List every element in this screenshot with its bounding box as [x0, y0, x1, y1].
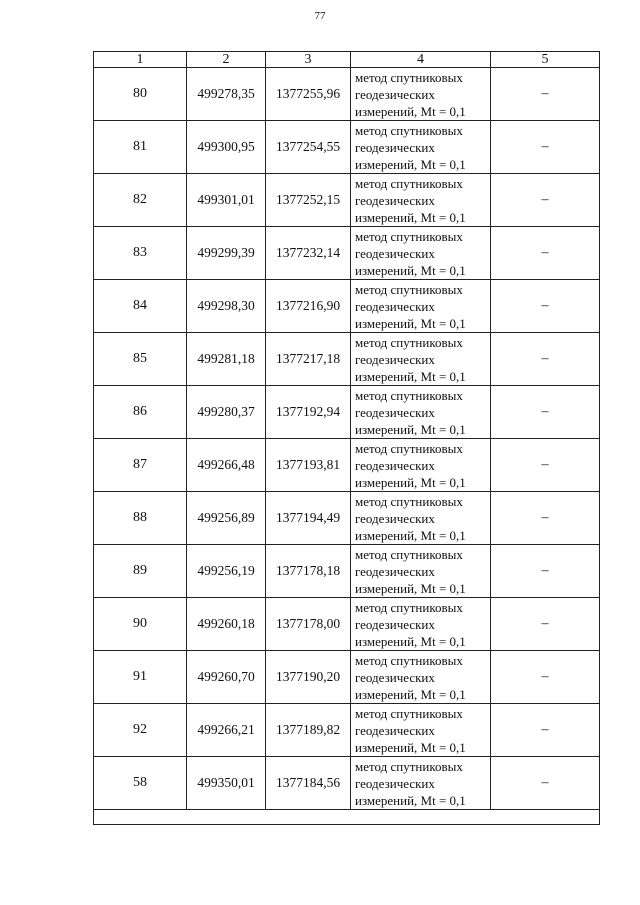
method-line-1: метод спутниковых: [355, 387, 463, 403]
table-row: [94, 227, 600, 280]
table-row: [94, 280, 600, 333]
coordinate-y: 1377184,56: [266, 757, 351, 810]
method-description: [351, 333, 491, 386]
method-description: [351, 280, 491, 333]
method-description: [351, 651, 491, 704]
point-number: 87: [94, 439, 187, 492]
coordinate-x: 499278,35: [187, 68, 266, 121]
note-dash: –: [491, 227, 600, 280]
method-line-1: метод спутниковых: [355, 69, 463, 85]
coordinate-y: 1377254,55: [266, 121, 351, 174]
coordinate-x: 499266,21: [187, 704, 266, 757]
coordinates-table: [93, 51, 600, 825]
method-description: [351, 227, 491, 280]
note-dash: –: [491, 704, 600, 757]
method-line-2: геодезических: [355, 510, 435, 526]
note-dash: –: [491, 68, 600, 121]
table-header-row: [94, 52, 600, 68]
empty-cell: [94, 810, 600, 825]
method-line-3: измерений, Mt = 0,1: [355, 368, 466, 384]
method-line-2: геодезических: [355, 457, 435, 473]
method-description: [351, 492, 491, 545]
point-number: 86: [94, 386, 187, 439]
table-row: [94, 704, 600, 757]
method-line-2: геодезических: [355, 616, 435, 632]
coordinate-x: 499298,30: [187, 280, 266, 333]
header-col-1: 1: [94, 52, 187, 68]
method-line-3: измерений, Mt = 0,1: [355, 739, 466, 755]
point-number: 82: [94, 174, 187, 227]
method-description: [351, 757, 491, 810]
method-line-3: измерений, Mt = 0,1: [355, 633, 466, 649]
method-line-3: измерений, Mt = 0,1: [355, 103, 466, 119]
method-description: [351, 598, 491, 651]
method-line-2: геодезических: [355, 563, 435, 579]
method-description: [351, 704, 491, 757]
table-row: [94, 492, 600, 545]
note-dash: –: [491, 757, 600, 810]
method-description: [351, 545, 491, 598]
method-line-2: геодезических: [355, 298, 435, 314]
note-dash: –: [491, 598, 600, 651]
method-line-2: геодезических: [355, 86, 435, 102]
method-description: [351, 68, 491, 121]
coordinate-x: 499281,18: [187, 333, 266, 386]
method-line-1: метод спутниковых: [355, 122, 463, 138]
method-line-3: измерений, Mt = 0,1: [355, 156, 466, 172]
table-row: [94, 121, 600, 174]
note-dash: –: [491, 333, 600, 386]
method-line-3: измерений, Mt = 0,1: [355, 315, 466, 331]
method-line-1: метод спутниковых: [355, 652, 463, 668]
point-number: 80: [94, 68, 187, 121]
method-description: [351, 386, 491, 439]
point-number: 81: [94, 121, 187, 174]
header-col-4: 4: [351, 52, 491, 68]
coordinate-y: 1377189,82: [266, 704, 351, 757]
table-row: [94, 545, 600, 598]
method-description: [351, 121, 491, 174]
method-line-2: геодезических: [355, 192, 435, 208]
note-dash: –: [491, 439, 600, 492]
table-row: [94, 651, 600, 704]
note-dash: –: [491, 174, 600, 227]
note-dash: –: [491, 545, 600, 598]
coordinate-x: 499256,19: [187, 545, 266, 598]
coordinate-y: 1377178,18: [266, 545, 351, 598]
method-description: [351, 174, 491, 227]
method-line-3: измерений, Mt = 0,1: [355, 421, 466, 437]
header-col-2: 2: [187, 52, 266, 68]
note-dash: –: [491, 121, 600, 174]
method-line-1: метод спутниковых: [355, 334, 463, 350]
header-col-5: 5: [491, 52, 600, 68]
point-number: 84: [94, 280, 187, 333]
table-row: [94, 174, 600, 227]
method-line-2: геодезических: [355, 245, 435, 261]
coordinate-x: 499301,01: [187, 174, 266, 227]
coordinate-y: 1377216,90: [266, 280, 351, 333]
table-body: [94, 68, 600, 825]
coordinate-x: 499300,95: [187, 121, 266, 174]
method-line-3: измерений, Mt = 0,1: [355, 686, 466, 702]
table-row: [94, 439, 600, 492]
method-line-1: метод спутниковых: [355, 546, 463, 562]
coordinate-y: 1377217,18: [266, 333, 351, 386]
table-row: [94, 386, 600, 439]
point-number: 90: [94, 598, 187, 651]
method-line-2: геодезических: [355, 139, 435, 155]
table-row: [94, 333, 600, 386]
coordinate-y: 1377252,15: [266, 174, 351, 227]
table-row: [94, 68, 600, 121]
coordinate-x: 499266,48: [187, 439, 266, 492]
coordinate-y: 1377190,20: [266, 651, 351, 704]
coordinate-y: 1377178,00: [266, 598, 351, 651]
table-row: [94, 598, 600, 651]
coordinate-y: 1377194,49: [266, 492, 351, 545]
note-dash: –: [491, 280, 600, 333]
coordinate-x: 499260,18: [187, 598, 266, 651]
method-line-2: геодезических: [355, 669, 435, 685]
method-line-3: измерений, Mt = 0,1: [355, 474, 466, 490]
method-line-1: метод спутниковых: [355, 228, 463, 244]
coordinate-x: 499260,70: [187, 651, 266, 704]
coordinate-x: 499350,01: [187, 757, 266, 810]
coordinate-y: 1377193,81: [266, 439, 351, 492]
method-line-3: измерений, Mt = 0,1: [355, 792, 466, 808]
method-description: [351, 439, 491, 492]
point-number: 91: [94, 651, 187, 704]
coordinate-x: 499256,89: [187, 492, 266, 545]
method-line-3: измерений, Mt = 0,1: [355, 209, 466, 225]
method-line-1: метод спутниковых: [355, 440, 463, 456]
coordinate-y: 1377232,14: [266, 227, 351, 280]
method-line-3: измерений, Mt = 0,1: [355, 527, 466, 543]
coordinate-y: 1377192,94: [266, 386, 351, 439]
method-line-2: геодезических: [355, 351, 435, 367]
point-number: 89: [94, 545, 187, 598]
coordinate-x: 499280,37: [187, 386, 266, 439]
point-number: 85: [94, 333, 187, 386]
method-line-1: метод спутниковых: [355, 705, 463, 721]
method-line-1: метод спутниковых: [355, 281, 463, 297]
point-number: 58: [94, 757, 187, 810]
method-line-1: метод спутниковых: [355, 175, 463, 191]
table-row: [94, 757, 600, 810]
point-number: 92: [94, 704, 187, 757]
note-dash: –: [491, 386, 600, 439]
method-line-1: метод спутниковых: [355, 599, 463, 615]
method-line-1: метод спутниковых: [355, 493, 463, 509]
header-col-3: 3: [266, 52, 351, 68]
note-dash: –: [491, 651, 600, 704]
coordinate-y: 1377255,96: [266, 68, 351, 121]
method-line-2: геодезических: [355, 404, 435, 420]
table-empty-row: [94, 810, 600, 825]
method-line-3: измерений, Mt = 0,1: [355, 262, 466, 278]
note-dash: –: [491, 492, 600, 545]
coordinate-x: 499299,39: [187, 227, 266, 280]
method-line-3: измерений, Mt = 0,1: [355, 580, 466, 596]
method-line-2: геодезических: [355, 775, 435, 791]
method-line-2: геодезических: [355, 722, 435, 738]
method-line-1: метод спутниковых: [355, 758, 463, 774]
page-number: 77: [314, 10, 326, 22]
point-number: 83: [94, 227, 187, 280]
point-number: 88: [94, 492, 187, 545]
